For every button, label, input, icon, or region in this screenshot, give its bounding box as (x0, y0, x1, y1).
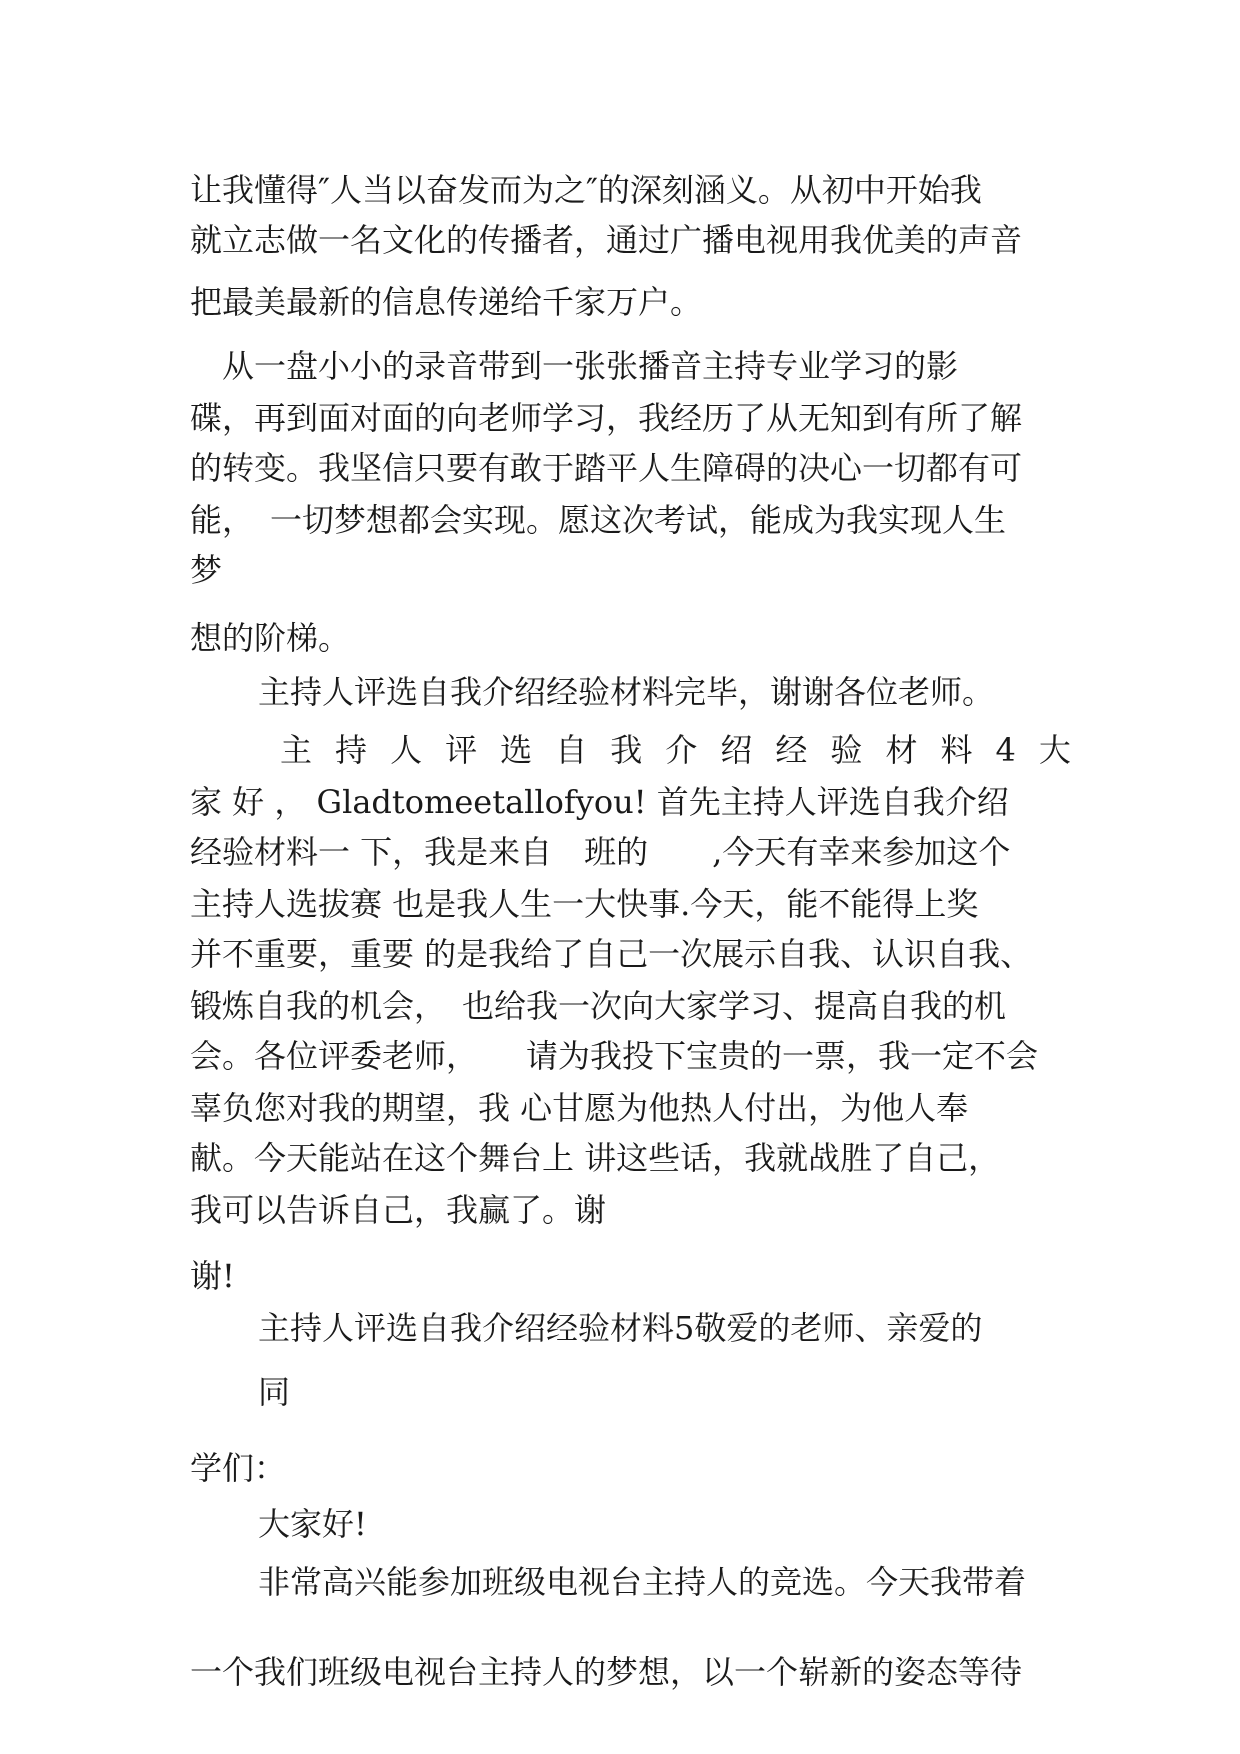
text-line-14: 主持人选拔赛 也是我人生一大快事.今天，能不能得上奖 (190, 885, 979, 923)
text-line-17: 会。各位评委老师， 请为我投下宝贵的一票，我一定不会 (190, 1037, 1039, 1075)
text-line-5: 碟，再到面对面的向老师学习，我经历了从无知到有所了解 (190, 399, 1023, 437)
text-line-9: 想的阶梯。 (190, 619, 351, 657)
text-line-7: 能， 一切梦想都会实现。愿这次考试，能成为我实现人生 (190, 501, 1007, 539)
text-line-16: 锻炼自我的机会， 也给我一次向大家学习、提高自我的机 (190, 987, 1007, 1025)
text-line-12: 家 好 ， Gladtomeetallofyou! 首先主持人评选自我介绍 (190, 783, 1009, 821)
text-line-26: 非常高兴能参加班级电视台主持人的竞选。今天我带着 (258, 1563, 1027, 1601)
text-line-25: 大家好! (258, 1505, 367, 1543)
text-line-21: 谢! (190, 1257, 235, 1295)
text-line-19: 献。今天能站在这个舞台上 讲这些话，我就战胜了自己， (190, 1139, 1001, 1177)
text-line-23: 同 (258, 1373, 291, 1411)
text-line-27: 一个我们班级电视台主持人的梦想，以一个崭新的姿态等待 (190, 1653, 1023, 1691)
text-line-20: 我可以告诉自己，我赢了。谢 (190, 1191, 607, 1229)
text-line-6: 的转变。我坚信只要有敢于踏平人生障碍的决心一切都有可 (190, 449, 1023, 487)
text-line-4: 从一盘小小的录音带到一张张播音主持专业学习的影 (190, 347, 959, 385)
text-line-13: 经验材料一 下，我是来自 班的 ,今天有幸来参加这个 (190, 833, 1011, 871)
text-line-11: 主持人评选自我介绍经验材料4大 (280, 731, 1094, 769)
text-line-8: 梦 (190, 551, 223, 589)
text-line-18: 辜负您对我的期望，我 心甘愿为他热人付出，为他人奉 (190, 1089, 969, 1127)
text-line-24: 学们： (190, 1449, 287, 1487)
text-line-1: 让我懂得″人当以奋发而为之″的深刻涵义。从初中开始我 (190, 171, 982, 209)
text-line-22: 主持人评选自我介绍经验材料5敬爱的老师、亲爱的 (258, 1309, 983, 1347)
text-line-10: 主持人评选自我介绍经验材料完毕，谢谢各位老师。 (258, 673, 995, 711)
text-line-15: 并不重要，重要 的是我给了自己一次展示自我、认识自我、 (190, 935, 1033, 973)
text-line-3: 把最美最新的信息传递给千家万户。 (190, 283, 703, 321)
text-line-2: 就立志做一名文化的传播者，通过广播电视用我优美的声音 (190, 221, 1023, 259)
